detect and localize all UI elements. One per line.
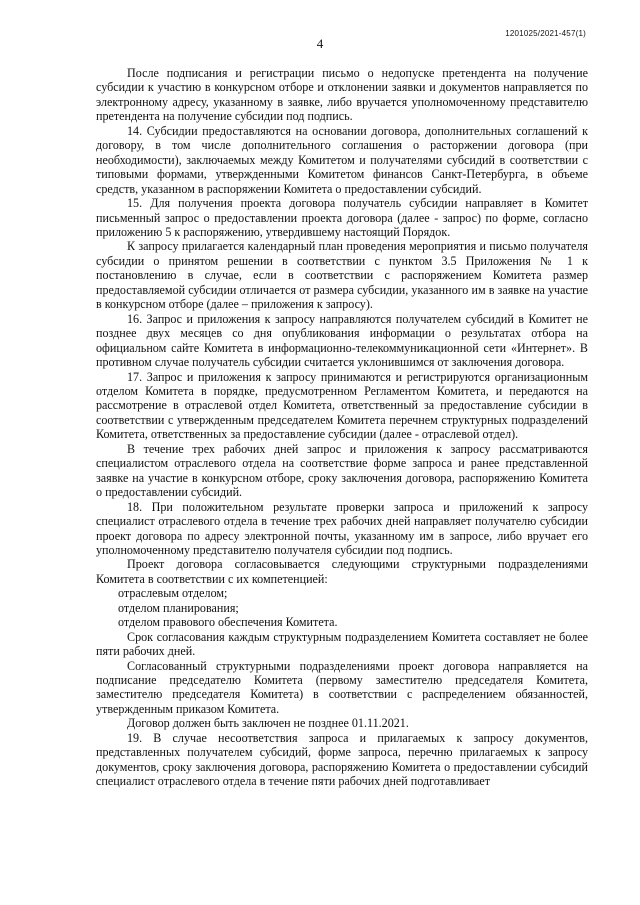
document-body [96,66,588,789]
paragraph-signing: Согласованный структурными подразделениями проект договора направляется на подписание председателю Комитета (первому заместителю председателя Комитета, заместителю председателя Комитета) в соответствии с распределением обязанностей, утвержденным приказом Комитета. [96,658,588,716]
list-item-sector-department: отраслевым отделом; [118,586,228,601]
paragraph-16-deadline: 16. Запрос и приложения к запросу направляются получателем субсидий в Комитет не позднее двух месяцев со дня опубликования информации о результатах отбора на официальном сайте Комитета в информационно-телекоммуникационной сети «Интернет». В противном случае получатель субсидии считается уклонившимся от заключения договора. [96,311,588,370]
list-item-legal-department: отделом правового обеспечения Комитета. [118,615,338,630]
paragraph-approval-period: Срок согласования каждым структурным подразделением Комитета составляет не более пяти рабочих дней. [96,629,588,659]
paragraph-rejection-notice: После подписания и регистрации письмо о недопуске претендента на получение субсидии к участию в конкурсном отборе и отклонении заявки и документов направляется по электронному адресу, указанному в заявке, либо вручается уполномоченному представителю претендента на получение субсидии под подпись. [96,66,588,124]
paragraph-request-attachments: К запросу прилагается календарный план проведения мероприятия и письмо получателя субсидии о принятом решении в соответствии с пунктом 3.5 Приложения № 1 к постановлению в случае, если в соответствии с распоряжением Комитета размер предоставляемой субсидии отличается от размера субсидии, указанного им в заявке на участие в конкурсном отборе (далее – приложения к запросу). [96,239,588,312]
paragraph-14-subsidy-basis: 14. Субсидии предоставляются на основании договора, дополнительных соглашений к договору, в том числе дополнительного соглашения о расторжении договора (при необходимости), заключаемых между Комитетом и получателями субсидий в соответствии с типовыми формами, утвержденными Комитетом финансов Санкт-Петербурга, в объеме средств, указанном в распоряжении Комитета о предоставлении субсидий. [96,123,588,196]
paragraph-15-request: 15. Для получения проекта договора получатель субсидии направляет в Комитет письменный запрос о предоставлении проекта договора (далее - запрос) по форме, согласно приложению 5 к распоряжению, утвердившему настоящий Порядок. [96,196,588,239]
paragraph-contract-deadline: Договор должен быть заключен не позднее 01.11.2021. [127,716,409,731]
page-number: 4 [316,36,324,51]
paragraph-review-period: В течение трех рабочих дней запрос и приложения к запросу рассматриваются специалистом отраслевого отдела на соответствие форме запроса и ранее представленной заявке на участие в конкурсном отборе, сроку заключения договора, распоряжению Комитета о предоставлении субсидий. [96,441,588,500]
paragraph-19-nonconformity: 19. В случае несоответствия запроса и прилагаемых к запросу документов, представленных получателем субсидий, форме запроса, перечню прилагаемых к запросу документов, сроку заключения договора, распоряжению Комитета о предоставлении субсидий специалист отраслевого отдела в течение пяти рабочих дней подготавливает [96,730,588,789]
list-item-planning-department: отделом планирования; [118,600,239,615]
paragraph-17-registration: 17. Запрос и приложения к запросу принимаются и регистрируются организационным отделом Комитета в порядке, предусмотренном Регламентом Комитета, и передаются на рассмотрение в отраслевой отдел Комитета, ответственный за предоставление субсидии в соответствии с утвержденным председателем Комитета перечнем структурных подразделений Комитета, ответственных за предоставление субсидии (далее - отраслевой отдел). [96,369,588,442]
document-registration-number: 1201025/2021-457(1) [505,29,586,38]
paragraph-approval-units: Проект договора согласовывается следующими структурными подразделениями Комитета в соответствии с их компетенцией: [96,557,588,586]
paragraph-18-contract-draft: 18. При положительном результате проверки запроса и приложений к запросу специалист отраслевого отдела в течение трех рабочих дней направляет получателю субсидии проект договора по адресу электронной почты, указанному им в запросе, либо вручает его уполномоченному представителю получателя субсидии под подпись. [96,499,588,557]
